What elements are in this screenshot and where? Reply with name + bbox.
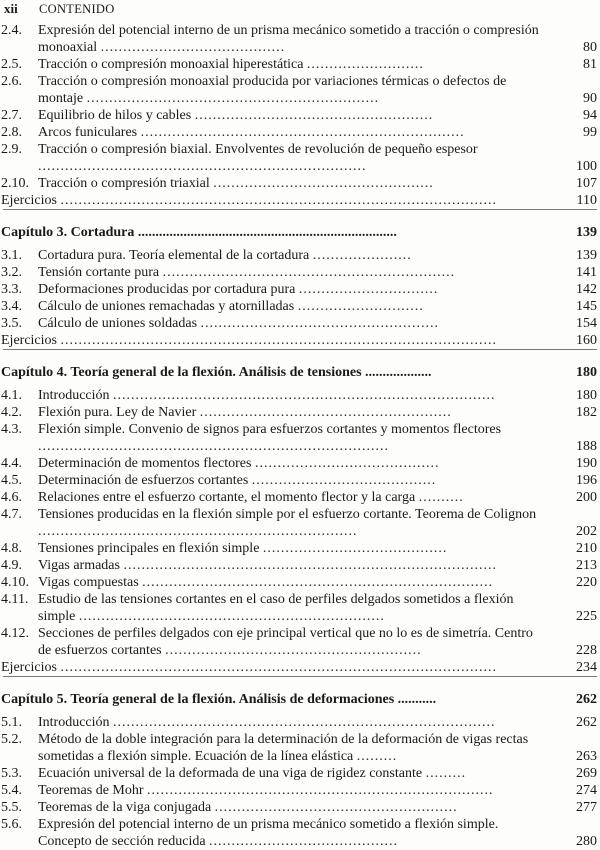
toc-exercises-entry — [0, 192, 600, 209]
toc-entry — [0, 799, 600, 816]
entry-title — [38, 124, 542, 141]
dot-leader: ................... — [365, 365, 432, 380]
running-head — [4, 1, 115, 17]
page-number: 142 — [576, 282, 597, 297]
entry-title — [38, 387, 542, 404]
toc-exercises-entry — [0, 332, 600, 349]
dot-leader: .......................... — [306, 57, 424, 72]
dot-leader: .......................................................................... — [137, 225, 397, 240]
dot-leader: ......... — [356, 749, 398, 764]
dot-leader: ................................................................. — [86, 91, 380, 106]
toc-entry — [0, 506, 600, 540]
entry-number: 2.9. — [1, 142, 22, 157]
entry-title — [38, 489, 542, 506]
page-number: 139 — [576, 225, 597, 240]
page-number: 202 — [576, 524, 597, 539]
entry-title — [38, 22, 542, 56]
page-number: 262 — [576, 715, 597, 730]
entry-number: 5.1. — [1, 715, 22, 730]
entry-title-text: Flexión simple. Convenio de signos para esfuerzos cortantes y momentos flectores — [38, 422, 502, 437]
toc-entry — [0, 73, 600, 107]
entry-number: 4.11. — [1, 592, 29, 607]
entry-title — [38, 799, 542, 816]
page-number: 90 — [583, 91, 597, 106]
dot-leader: .......... — [418, 490, 464, 505]
entry-number: 5.6. — [1, 817, 22, 832]
page-number: 160 — [576, 333, 597, 348]
toc-entry — [0, 489, 600, 506]
entry-title — [38, 404, 542, 421]
entry-number: 5.4. — [1, 783, 22, 798]
entry-title — [38, 141, 542, 175]
entry-title-text: Ejercicios — [1, 193, 57, 208]
page-number: 277 — [576, 800, 597, 815]
dot-leader: ..................................................................................... — [113, 715, 496, 730]
page-number: 280 — [576, 834, 597, 849]
toc-entry — [0, 387, 600, 404]
entry-number: 4.9. — [1, 558, 22, 573]
dot-leader: .......................................... — [209, 834, 399, 849]
dot-leader: ...................... — [312, 248, 412, 263]
page-number: 188 — [576, 439, 597, 454]
dot-leader: ................................................................. — [162, 265, 456, 280]
dot-leader: ........................................................................ — [140, 125, 465, 140]
chapter-title — [1, 365, 432, 380]
entry-title — [1, 192, 542, 209]
entry-title — [38, 472, 542, 489]
entry-title-text: Vigas armadas — [38, 558, 120, 573]
dot-leader: .............................................................................. — [38, 439, 389, 454]
toc-entry — [0, 765, 600, 782]
dot-leader: ....................................................................... — [38, 524, 358, 539]
entry-title — [38, 281, 542, 298]
entry-number: 4.3. — [1, 422, 22, 437]
entry-title-text: Tensiones principales en flexión simple — [38, 541, 260, 556]
entry-title-text: Introducción — [38, 715, 110, 730]
entry-title-text: Determinación de momentos flectores — [38, 456, 252, 471]
page-number: 200 — [576, 490, 597, 505]
page-number: 234 — [576, 660, 597, 675]
entry-number: 4.12. — [1, 626, 29, 641]
page-number: 182 — [576, 405, 597, 420]
page-number: 145 — [576, 299, 597, 314]
page-number: 196 — [576, 473, 597, 488]
entry-number: 4.2. — [1, 405, 22, 420]
entry-number: 3.1. — [1, 248, 22, 263]
toc-entry — [0, 421, 600, 455]
entry-title — [38, 557, 542, 574]
dot-leader: ..................................................... — [194, 108, 434, 123]
entry-title — [38, 264, 542, 281]
entry-number: 4.10. — [1, 575, 29, 590]
entry-title-text: Capítulo 4. Teoría general de la flexión. Análisis de tensiones — [1, 365, 362, 380]
toc-entry — [0, 404, 600, 421]
toc-entry — [0, 281, 600, 298]
toc-chapter-heading — [0, 224, 600, 241]
entry-number: 2.10. — [1, 176, 29, 191]
entry-number: 2.6. — [1, 74, 22, 89]
entry-title-text: Tensión cortante pura — [38, 265, 160, 280]
dot-leader: .................................................................... — [78, 609, 385, 624]
dot-leader: ............................ — [297, 299, 424, 314]
entry-number: 5.2. — [1, 732, 22, 747]
entry-title — [38, 816, 542, 850]
page-number: 228 — [576, 643, 597, 658]
entry-title — [38, 574, 542, 591]
toc-entry — [0, 625, 600, 659]
dot-leader: ......... — [425, 766, 467, 781]
dot-leader: ................................................. — [213, 176, 434, 191]
page-number: 141 — [576, 265, 597, 280]
entry-title — [38, 107, 542, 124]
page-number: 94 — [583, 108, 597, 123]
dot-leader: ......................................................... — [165, 643, 422, 658]
entry-title-text: Deformaciones producidas por cortadura pura — [38, 282, 296, 297]
toc-entry — [0, 56, 600, 73]
dot-leader: ......................................... — [262, 541, 448, 556]
dot-leader: ............................................................................. — [147, 783, 494, 798]
toc-entry — [0, 816, 600, 850]
entry-title-text: Arcos funiculares — [38, 125, 138, 140]
entry-title-text: Tracción o compresión triaxial — [38, 176, 210, 191]
entry-title-text: Cálculo de uniones soldadas — [38, 316, 198, 331]
toc-entry — [0, 782, 600, 799]
entry-title — [38, 455, 542, 472]
dot-leader: ......................................... — [251, 473, 437, 488]
toc-entry — [0, 247, 600, 264]
dot-leader: ................................................................................................. — [60, 193, 497, 208]
entry-title — [38, 315, 542, 332]
section-divider — [3, 209, 597, 210]
entry-title-text: Flexión pura. Ley de Navier — [38, 405, 197, 420]
page-number: 81 — [583, 57, 597, 72]
table-of-contents — [0, 22, 600, 850]
section-divider — [3, 676, 597, 677]
page-number: 180 — [576, 365, 597, 380]
toc-chapter-heading — [0, 691, 600, 708]
entry-title — [38, 56, 542, 73]
page-number: 210 — [576, 541, 597, 556]
entry-title — [38, 782, 542, 799]
toc-entry — [0, 315, 600, 332]
page-folio: xii — [4, 1, 18, 16]
toc-entry — [0, 175, 600, 192]
entry-number: 4.1. — [1, 388, 22, 403]
page-number: 154 — [576, 316, 597, 331]
toc-entry — [0, 540, 600, 557]
entry-title-text: Introducción — [38, 388, 110, 403]
toc-entry — [0, 557, 600, 574]
entry-title — [38, 714, 542, 731]
entry-title-text: Capítulo 3. Cortadura — [1, 225, 135, 240]
entry-title-text: Tracción o compresión biaxial. Envolventes de revolución de pequeño espesor — [38, 142, 478, 157]
entry-title — [38, 506, 542, 540]
entry-title-text: Equilibrio de hilos y cables — [38, 108, 192, 123]
entry-title-text: Método de la doble integración para la determinación de la deformación de vigas rectas sometidas a flexión simple. Ecuación de la línea elástica — [38, 732, 529, 764]
toc-entry — [0, 714, 600, 731]
entry-title-text: Relaciones entre el esfuerzo cortante, el momento flector y la carga — [38, 490, 416, 505]
entry-number: 2.8. — [1, 125, 22, 140]
page-number: 190 — [576, 456, 597, 471]
page-number: 180 — [576, 388, 597, 403]
page-number: 110 — [576, 193, 597, 208]
dot-leader: ................................................................................... — [123, 558, 497, 573]
entry-title-text: Capítulo 5. Teoría general de la flexión. Análisis de deformaciones — [1, 692, 395, 707]
entry-number: 4.5. — [1, 473, 22, 488]
page-number: 107 — [576, 176, 597, 191]
entry-number: 4.4. — [1, 456, 22, 471]
entry-number: 2.5. — [1, 57, 22, 72]
page-number: 262 — [576, 692, 597, 707]
entry-title-text: Vigas compuestas — [38, 575, 139, 590]
page-number: 100 — [576, 159, 597, 174]
dot-leader: ..................................................................................... — [113, 388, 496, 403]
toc-entry — [0, 574, 600, 591]
toc-entry — [0, 264, 600, 281]
entry-title-text: Expresión del potencial interno de un prisma mecánico sometido a flexión simple. Concepto de sección reducida — [38, 817, 499, 849]
toc-entry — [0, 22, 600, 56]
entry-title-text: Determinación de esfuerzos cortantes — [38, 473, 249, 488]
entry-number: 5.5. — [1, 800, 22, 815]
dot-leader: ...................................................... — [214, 800, 458, 815]
entry-title-text: Secciones de perfiles delgados con eje principal vertical que no lo es de simetría. Centro de esfuerzos cortantes — [38, 626, 533, 658]
page-number: 213 — [576, 558, 597, 573]
entry-title-text: Cálculo de uniones remachadas y atornilladas — [38, 299, 295, 314]
entry-title-text: Tracción o compresión monoaxial producida por variaciones térmicas o defectos de montaje — [38, 74, 507, 106]
entry-number: 4.6. — [1, 490, 22, 505]
entry-number: 3.4. — [1, 299, 22, 314]
entry-title — [38, 731, 542, 765]
entry-title — [38, 175, 542, 192]
dot-leader: ..................................................... — [200, 316, 440, 331]
chapter-title — [1, 225, 397, 240]
entry-title — [38, 73, 542, 107]
entry-title-text: Expresión del potencial interno de un prisma mecánico sometido a tracción o compresión monoaxial — [38, 23, 539, 55]
entry-title-text: Teoremas de la viga conjugada — [38, 800, 212, 815]
dot-leader: ......................................... — [100, 40, 286, 55]
toc-entry — [0, 591, 600, 625]
dot-leader: ........... — [397, 692, 437, 707]
page-number: 263 — [576, 749, 597, 764]
entry-title-text: Tracción o compresión monoaxial hiperestática — [38, 57, 304, 72]
section-divider — [3, 349, 597, 350]
entry-title — [1, 332, 542, 349]
chapter-title — [1, 692, 436, 707]
page-number: 225 — [576, 609, 597, 624]
toc-entry — [0, 298, 600, 315]
page-number: 139 — [576, 248, 597, 263]
toc-chapter-heading — [0, 364, 600, 381]
toc-entry — [0, 124, 600, 141]
entry-number: 3.5. — [1, 316, 22, 331]
dot-leader: ............................... — [298, 282, 439, 297]
entry-title-text: Ejercicios — [1, 333, 57, 348]
page-number: 274 — [576, 783, 597, 798]
toc-entry — [0, 472, 600, 489]
entry-title-text: Ecuación universal de la deformada de una viga de rigidez constante — [38, 766, 423, 781]
entry-title-text: Teoremas de Mohr — [38, 783, 144, 798]
running-title: CONTENIDO — [38, 2, 115, 16]
dot-leader: ........................................................ — [199, 405, 452, 420]
page-number: 99 — [583, 125, 597, 140]
entry-title — [1, 659, 542, 676]
entry-number: 4.7. — [1, 507, 22, 522]
dot-leader: ................................................................................................. — [60, 333, 497, 348]
dot-leader: .............................................................................. — [142, 575, 494, 590]
entry-title — [38, 765, 542, 782]
toc-entry — [0, 455, 600, 472]
entry-number: 4.8. — [1, 541, 22, 556]
entry-number: 3.2. — [1, 265, 22, 280]
entry-number: 3.3. — [1, 282, 22, 297]
entry-title — [38, 591, 542, 625]
entry-title — [38, 298, 542, 315]
entry-title — [38, 625, 542, 659]
entry-number: 5.3. — [1, 766, 22, 781]
entry-number: 2.4. — [1, 23, 22, 38]
toc-entry — [0, 731, 600, 765]
toc-entry — [0, 141, 600, 175]
toc-exercises-entry — [0, 659, 600, 676]
entry-title-text: Cortadura pura. Teoría elemental de la cortadura — [38, 248, 310, 263]
toc-entry — [0, 107, 600, 124]
page-number: 80 — [583, 40, 597, 55]
page-number: 269 — [576, 766, 597, 781]
entry-title-text: Tensiones producidas en la flexión simple por el esfuerzo cortante. Teorema de Colignon — [38, 507, 537, 522]
entry-title — [38, 421, 542, 455]
entry-number: 2.7. — [1, 108, 22, 123]
dot-leader: ......................................... — [254, 456, 440, 471]
entry-title-text: Ejercicios — [1, 660, 57, 675]
entry-title — [38, 540, 542, 557]
dot-leader: ................................................................................................. — [60, 660, 497, 675]
page-number: 220 — [576, 575, 597, 590]
entry-title — [38, 247, 542, 264]
entry-title-text: Estudio de las tensiones cortantes en el caso de perfiles delgados sometidos a flexión simple — [38, 592, 514, 624]
dot-leader: ......................................................................... — [38, 159, 367, 174]
